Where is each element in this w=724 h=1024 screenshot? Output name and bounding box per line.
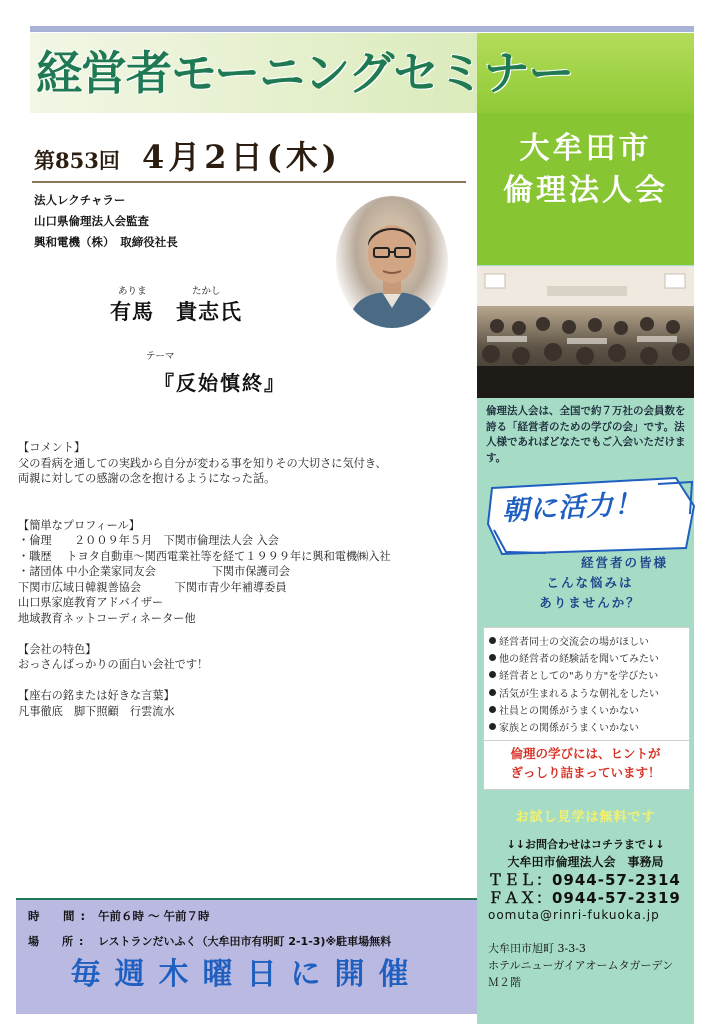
session-number: 第853回	[34, 148, 120, 173]
org-name	[477, 128, 694, 212]
speaker-photo	[336, 196, 448, 328]
section-heading: 【座右の銘または好きな言葉】	[18, 689, 175, 702]
place-value: レストランだいふく（大牟田市有明町 2-1-3)※駐車場無料	[97, 935, 392, 948]
speaker-title-line: 興和電機（株） 取締役社長	[34, 235, 178, 249]
org-description: 倫理法人会は、全国で約７万社の会員数を誇る「経営者のための学びの会」です。法人様であればどなたでもご入会いただけます。	[486, 405, 686, 464]
question-line1: 経営者の皆様	[580, 555, 668, 570]
weekly-schedule-banner: 毎週木曜日に開催	[70, 957, 423, 992]
address-line: Ｍ２階	[488, 976, 521, 989]
profile-section	[18, 518, 473, 627]
question-line3: ありませんか？	[539, 595, 641, 610]
place-line	[28, 933, 473, 949]
time-value: 午前６時 ～ 午前７時	[98, 909, 210, 923]
speaker-ruby-family: ありま	[118, 286, 147, 297]
contact-office: 大牟田市倫理法人会 事務局	[507, 855, 664, 869]
org-name-line1: 大牟田市	[519, 131, 652, 166]
speaker-titles	[34, 190, 334, 253]
comment-section	[18, 440, 473, 487]
bullet-dot-icon	[489, 723, 496, 730]
concern-text: 活気が生まれるような朝礼をしたい	[499, 688, 659, 700]
place-label: 場 所:	[28, 935, 90, 948]
time-line	[28, 908, 468, 924]
speaker-details	[18, 440, 473, 735]
free-trial-note: お試し見学は無料です	[515, 810, 656, 825]
concern-text: 社員との関係がうまくいかない	[499, 705, 639, 717]
contact-lead: ↓↓お問合わせはコチラまで↓↓	[506, 838, 665, 851]
list-item	[489, 703, 689, 720]
seminar-title: 経営者モーニングセミナー	[36, 46, 574, 100]
list-item	[489, 651, 689, 668]
concern-text: 経営者としての"あり方"を学びたい	[499, 671, 659, 683]
list-item	[489, 686, 689, 703]
concern-text: 他の経営者の経験話を聞いてみたい	[499, 654, 659, 666]
org-name-line2: 倫理法人会	[503, 173, 668, 208]
company-line: おっさんばっかりの面白い会社です！	[18, 658, 209, 671]
comment-line: 父の看病を通しての実践から自分が変わる事を知りその大切さに気付き、	[18, 456, 387, 470]
address-line: ホテルニューガイアオームタガーデン	[488, 959, 674, 972]
hint-line2: ぎっしり詰まっています！	[510, 765, 661, 780]
morning-vitality-banner	[486, 474, 696, 556]
list-item	[489, 720, 689, 737]
address-line: 大牟田市旭町 3-3-3	[488, 942, 586, 955]
bullet-dot-icon	[489, 654, 496, 661]
speaker-portrait	[336, 196, 448, 328]
concern-text: 家族との関係がうまくいかない	[499, 723, 639, 735]
event-date: 4月2日(木)	[142, 138, 341, 176]
theme-title: 『反始慎終』	[154, 371, 286, 395]
profile-line: 下関市広域日韓親善協会 下関市青少年補導委員	[18, 580, 287, 594]
time-label: 時 間:	[28, 909, 92, 923]
hint-line1: 倫理の学びには、ヒントが	[510, 746, 661, 761]
comment-line: 両親に対しての感謝の念を抱けるようになった話。	[18, 472, 276, 485]
date-divider	[32, 181, 466, 183]
profile-line: 山口県家庭教育アドバイザー	[18, 596, 164, 609]
date-line	[34, 132, 474, 180]
hint-text	[483, 744, 688, 782]
speaker-title-line: 法人レクチャラー	[34, 193, 126, 207]
theme-label: テーマ	[146, 351, 175, 362]
motto-line: 凡事徹底 脚下照顧 行雲流水	[18, 704, 175, 718]
speaker-ruby-given: たかし	[192, 286, 221, 297]
bullet-dot-icon	[489, 689, 496, 696]
list-item	[489, 668, 689, 685]
motto-section	[18, 688, 473, 719]
section-heading: 【簡単なプロフィール】	[18, 518, 140, 532]
company-section	[18, 642, 473, 673]
bullet-dot-icon	[489, 706, 496, 713]
top-stripe	[30, 26, 694, 32]
profile-line: 地域教育ネットコーディネーター他	[18, 611, 196, 625]
question-line2: こんな悩みは	[546, 575, 634, 590]
profile-line: ・倫理 ２００９年５月 下関市倫理法人会 入会	[18, 534, 279, 547]
section-heading: 【会社の特色】	[18, 642, 97, 656]
profile-line: ・諸団体 中小企業家同友会 下関市保護司会	[18, 565, 291, 578]
profile-line: ・職歴 トヨタ自動車～関西電業社等を経て１９９９年に興和電機㈱入社	[18, 549, 391, 563]
email-address[interactable]: oomuta@rinri-fukuoka.jp	[488, 908, 660, 922]
phone-number[interactable]: ＴＥＬ：0944-57-2314	[488, 871, 681, 889]
seminar-event-photo	[477, 266, 694, 398]
list-item	[489, 634, 689, 651]
fax-number: ＦＡＸ：0944-57-2319	[488, 889, 681, 907]
bullet-dot-icon	[489, 637, 496, 644]
speaker-title-line: 山口県倫理法人会監査	[34, 214, 149, 228]
audience-illustration	[477, 266, 694, 398]
bullet-dot-icon	[489, 671, 496, 678]
concern-text: 経営者同士の交流会の場がほしい	[499, 637, 649, 648]
speaker-name: 有馬 貴志氏	[110, 299, 242, 324]
office-address	[488, 940, 693, 991]
morning-banner-text: 朝に活力！	[501, 488, 643, 527]
concerns-box	[483, 627, 690, 741]
concern-question	[500, 553, 680, 613]
section-heading: 【コメント】	[18, 441, 86, 454]
concerns-list	[484, 628, 689, 737]
